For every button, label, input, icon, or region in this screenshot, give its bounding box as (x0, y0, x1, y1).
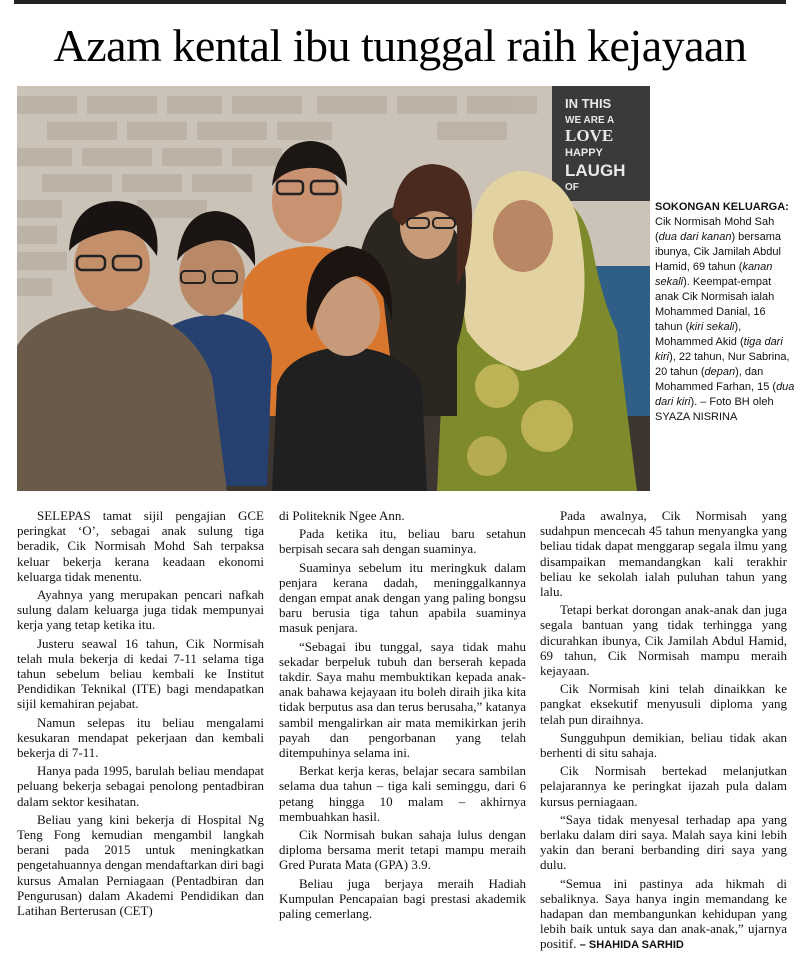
caption-italic: depan (704, 366, 736, 378)
caption-text: ). – Foto BH oleh SYAZA NISRINA (655, 396, 774, 423)
caption-text: ), 22 tahun, Nur Sabrina, 20 tahun ( (655, 351, 790, 378)
paragraph: Suaminya sebelum itu meringkuk dalam penjara kerana dadah, meninggalkannya dengan empat anak dengan yang paling bongsu baru berusia tiga tahun apabila suaminya masuk penjara. (279, 559, 526, 636)
paragraph: Beliau yang kini bekerja di Hospital Ng Teng Fong kemudian mengambil langkah berani pada 2015 untuk meningkatkan pengetahuannya dengan mendaftarkan diri bagi kursus Amalan Perniagaan (Pentadbiran dan Pengurusan) dalam Akademi Pendidikan dan Latihan Berterusan (CET) (17, 811, 264, 919)
wall-sign-line: OF (565, 182, 579, 193)
article-column-1 (17, 508, 264, 921)
caption-italic: kiri sekali (689, 321, 735, 333)
paragraph: Pada awalnya, Cik Normisah yang sudahpun mencecah 45 tahun menyangka yang beliau tidak dapat menggarap segala ilmu yang disampaikan memandangkan kali terakhir beliau ke sekolah ialah puluhan tahun yang lalu. (540, 508, 787, 600)
wall-sign-line: HAPPY (565, 147, 603, 159)
paragraph: Pada ketika itu, beliau baru setahun berpisah secara sah dengan suaminya. (279, 526, 526, 557)
paragraph: “Saya tidak menyesal terhadap apa yang berlaku dalam diri saya. Malah saya kini lebih yakin dan berani berbanding diri saya yang dulu. (540, 811, 787, 873)
paragraph: Berkat kerja keras, belajar secara sambilan selama dua tahun – tiga kali seminggu, dari 6 petang hingga 10 malam – akhirnya membuahkan hasil. (279, 763, 526, 824)
caption-italic: tiga dari kiri (655, 336, 783, 363)
caption-text: ), dan Mohammed Farhan, 15 ( (655, 366, 777, 393)
article-column-2 (279, 508, 526, 924)
caption-italic: kanan sekali (655, 261, 773, 288)
article-column-3 (540, 508, 787, 957)
paragraph: Cik Normisah kini telah dinaikkan ke pangkat eksekutif menyusuli diploma yang telah pun diraihnya. (540, 681, 787, 727)
caption-text: Cik Normisah Mohd Sah ( (655, 216, 775, 243)
caption-text: ), Mohammed Akid ( (655, 321, 744, 348)
caption-italic: dua dari kanan (658, 231, 732, 243)
caption-text: ). Keempat-empat anak Cik Normisah ialah Mohammed Danial, 16 tahun ( (655, 276, 775, 333)
top-rule (14, 0, 786, 4)
headline: Azam kental ibu tunggal raih kejayaan (53, 20, 747, 71)
caption-text: ) bersama ibunya, Cik Jamilah Abdul Hamid, 69 tahun ( (655, 231, 781, 273)
paragraph: Cik Normisah bertekad melanjutkan pelajarannya ke peringkat ijazah pula dalam kursus perniagaan. (540, 763, 787, 809)
paragraph-text: “Semua ini pastinya ada hikmah di sebaliknya. Saya hanya ingin memandang ke hadapan dan membangunkan kehidupan yang lebih baik untuk saya dan anak-anak,” ujarnya positif. (540, 875, 787, 952)
paragraph: Sungguhpun demikian, beliau tidak akan berhenti di situ sahaja. (540, 729, 787, 761)
paragraph: “Sebagai ibu tunggal, saya tidak mahu sekadar berpeluk tubuh dan berserah kepada takdir. Saya mahu membuktikan kepada anak-anak bahawa kejayaan itu boleh diraih jika kita tidak berputus asa dan terus berusaha,” katanya sambil mengalirkan air mata memikirkan jerih payah dan pengorbanan yang telah ditempuhinya selama ini. (279, 638, 526, 761)
photo-caption (655, 200, 795, 425)
caption-heading: SOKONGAN KELUARGA: (655, 201, 789, 213)
paragraph: Hanya pada 1995, barulah beliau mendapat peluang bekerja sebagai penolong pentadbiran dalam sektor kesihatan. (17, 763, 264, 809)
paragraph: SELEPAS tamat sijil pengajian GCE peringkat ‘O’, sebagai anak sulung tiga beradik, Cik Normisah Mohd Sah terpaksa keluar bekerja kerana keadaan ekonomi keluarga tidak menentu. (17, 508, 264, 584)
wall-sign-line: IN THIS (565, 96, 612, 111)
family-photo (17, 86, 650, 491)
caption-italic: dua dari kiri (655, 381, 795, 408)
paragraph: Ayahnya yang merupakan pencari nafkah sulung dalam keluarga juga tidak mempunyai kerja yang tetap ketika itu. (17, 587, 264, 633)
paragraph: Justeru seawal 16 tahun, Cik Normisah telah mula bekerja di kedai 7-11 selama tiga tahun sebelum beliau kembali ke Institut Pendidikan Teknikal (ITE) bagi mendapatkan sijil kemahiran pejabat. (17, 635, 264, 712)
wall-sign-line: LOVE (565, 126, 614, 145)
wall-sign-line: WE ARE A (565, 115, 615, 126)
paragraph-final (540, 876, 787, 954)
paragraph: Cik Normisah bukan sahaja lulus dengan diploma bersama merit tetapi mampu meraih Gred Purata Mata (GPA) 3.9. (279, 827, 526, 873)
byline: – SHAHIDA SARHID (579, 939, 684, 952)
paragraph: Namun selepas itu beliau mengalami kesukaran mendapat pekerjaan dan kembali bekerja di 7-11. (17, 714, 264, 761)
paragraph: Beliau juga berjaya meraih Hadiah Kumpulan Pencapaian bagi prestasi akademik paling cemerlang. (279, 875, 526, 922)
wall-sign-line: LAUGH (565, 161, 626, 180)
paragraph: Tetapi berkat dorongan anak-anak dan juga segala bantuan yang tidak terhingga yang dicurahkan ibunya, Cik Jamilah Abdul Hamid, 69 tahun, Cik Normisah mampu meraih kejayaan. (540, 602, 787, 679)
paragraph-continued: di Politeknik Ngee Ann. (279, 508, 405, 523)
